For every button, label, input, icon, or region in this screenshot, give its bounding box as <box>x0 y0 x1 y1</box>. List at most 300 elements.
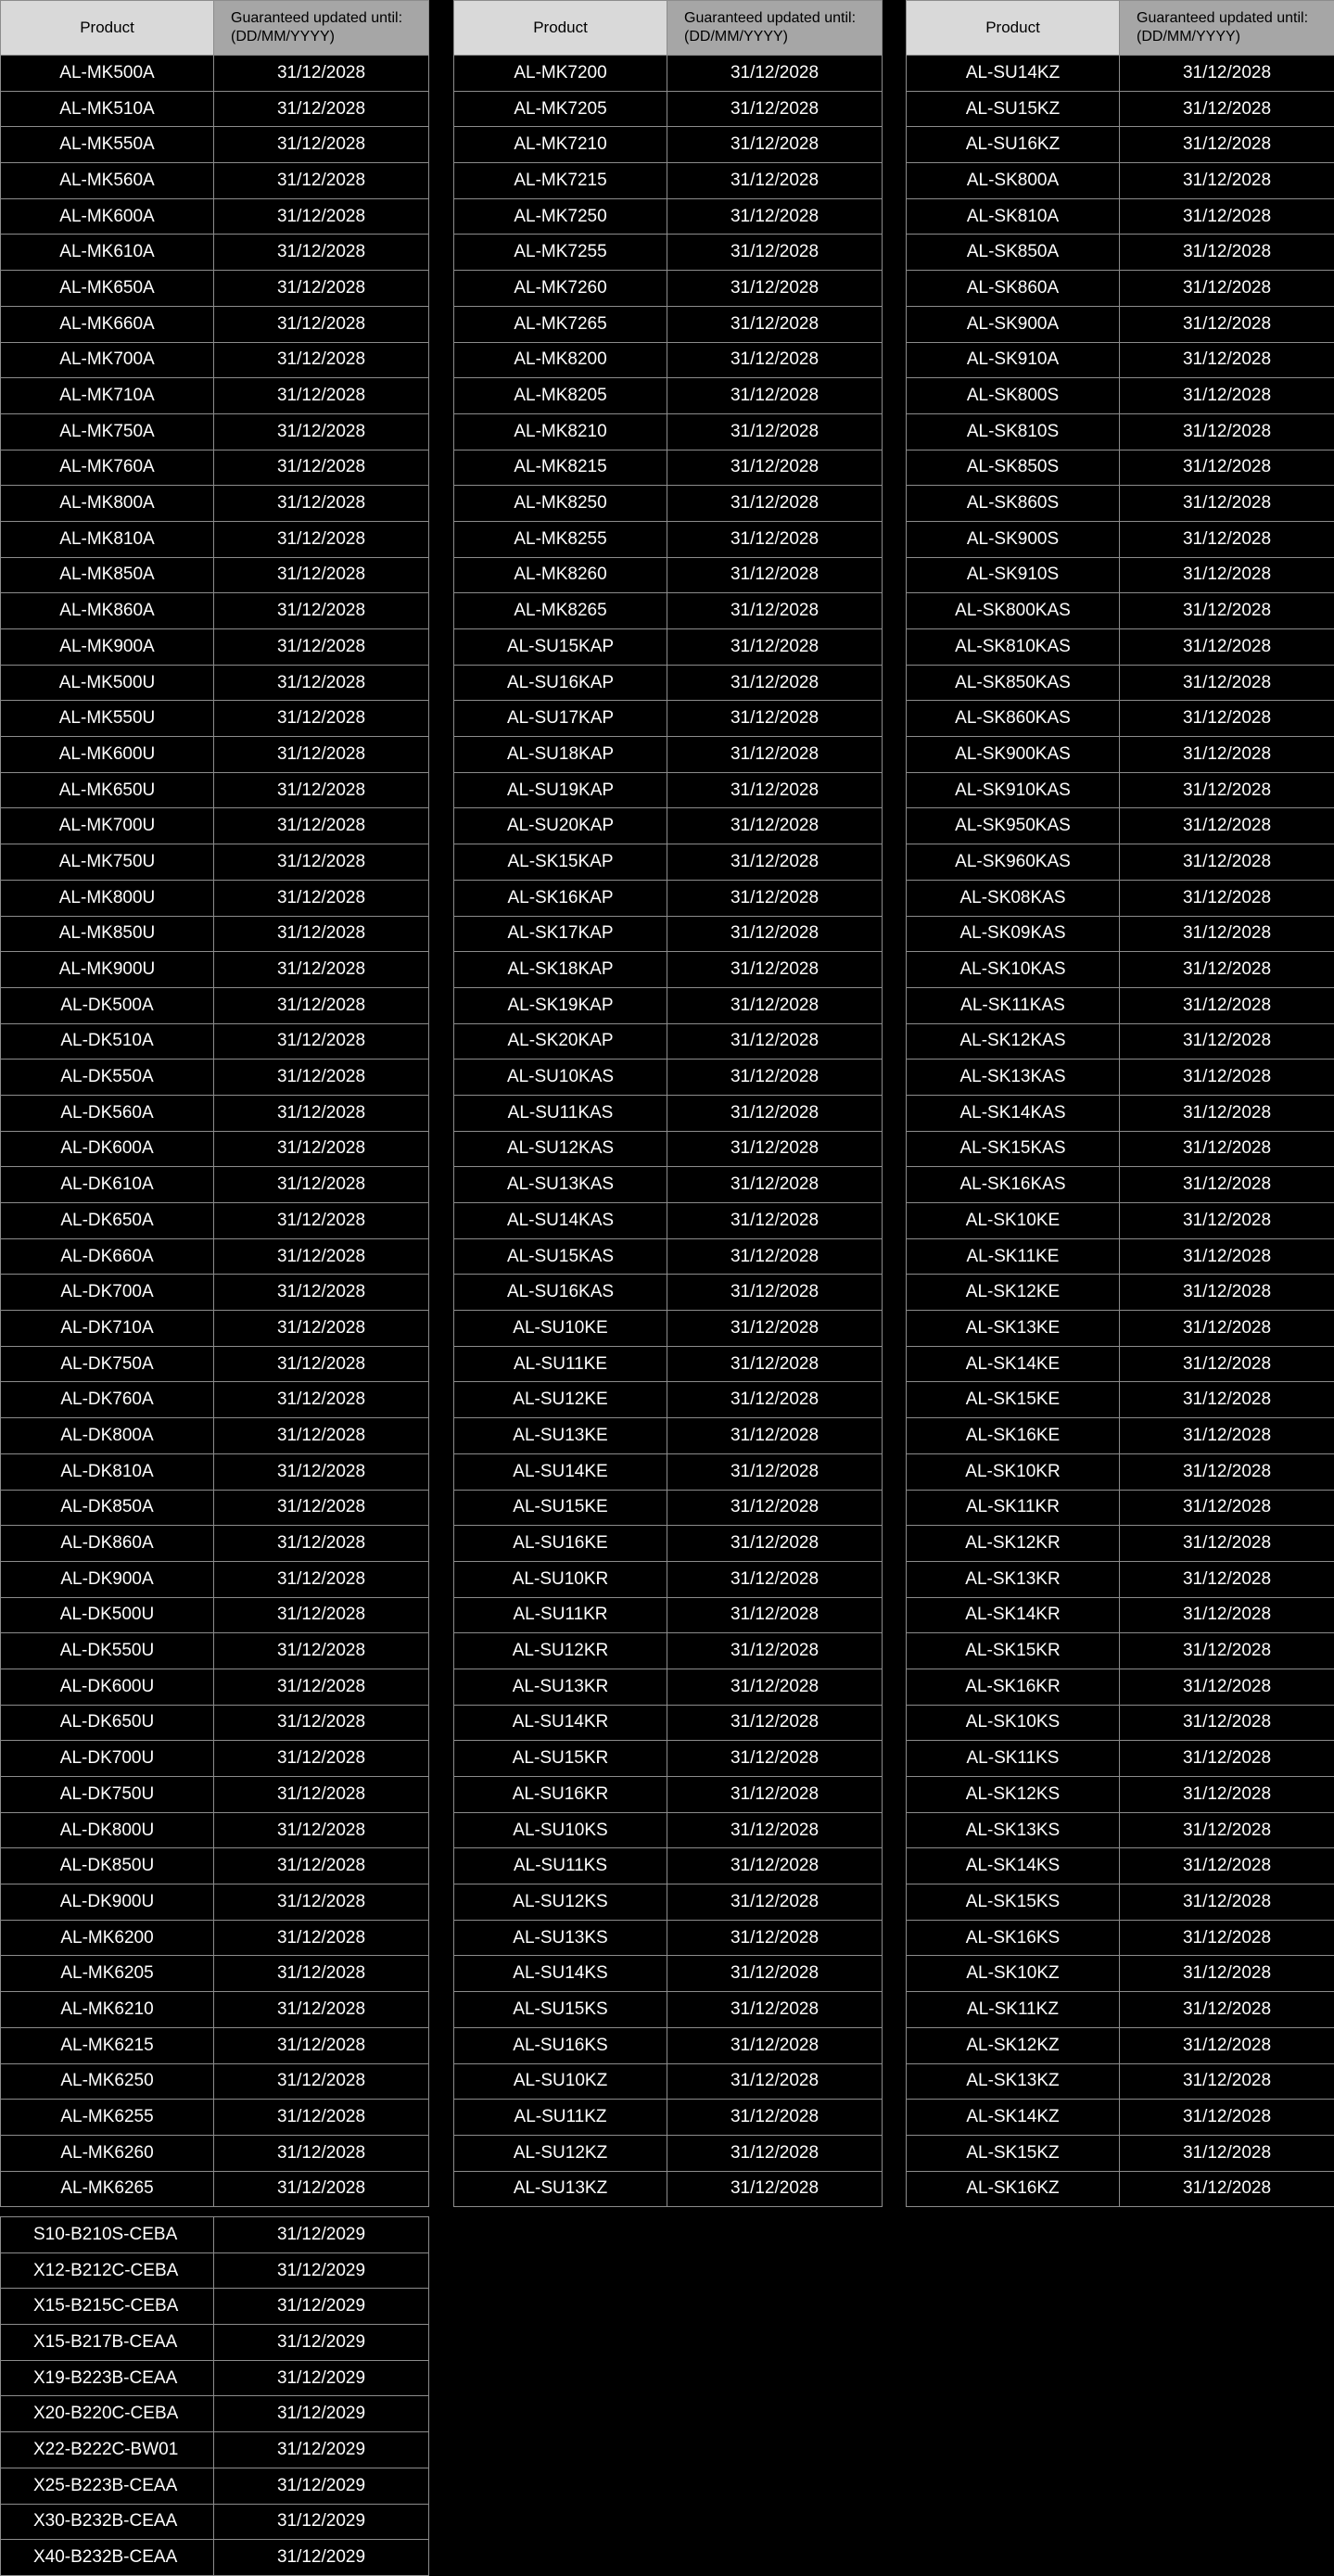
date-cell: 31/12/2028 <box>214 1705 429 1741</box>
table-row <box>454 1848 883 1884</box>
product-cell: AL-MK650A <box>1 271 214 307</box>
product-cell: AL-SK14KAS <box>907 1095 1120 1131</box>
table-row <box>454 987 883 1023</box>
product-cell: AL-SU13KE <box>454 1418 667 1454</box>
product-table-4 <box>0 2216 429 2576</box>
table-row <box>907 987 1334 1023</box>
header-guarantee-line1: Guaranteed updated until: <box>231 10 403 26</box>
table-row <box>907 306 1334 342</box>
table-row <box>454 1311 883 1347</box>
product-cell: AL-SK960KAS <box>907 844 1120 881</box>
table-row <box>907 2171 1334 2207</box>
table-row <box>1 127 429 163</box>
product-cell: AL-SK17KAP <box>454 916 667 952</box>
product-cell: AL-SK12KE <box>907 1275 1120 1311</box>
table-row <box>907 486 1334 522</box>
date-cell: 31/12/2029 <box>214 2325 429 2361</box>
product-cell: AL-MK8265 <box>454 593 667 629</box>
date-cell: 31/12/2028 <box>1120 701 1334 737</box>
product-cell: AL-MK600A <box>1 198 214 235</box>
table-row <box>454 557 883 593</box>
table-header-row <box>1 1 429 56</box>
table-row <box>1 2325 429 2361</box>
table-row <box>1 378 429 414</box>
date-cell: 31/12/2028 <box>1120 521 1334 557</box>
date-cell: 31/12/2028 <box>1120 2171 1334 2207</box>
table-row <box>1 737 429 773</box>
date-cell: 31/12/2028 <box>1120 880 1334 916</box>
date-cell: 31/12/2028 <box>1120 1453 1334 1490</box>
table-row <box>1 1275 429 1311</box>
date-cell: 31/12/2028 <box>667 271 883 307</box>
table-row <box>907 1453 1334 1490</box>
product-cell: AL-DK550A <box>1 1060 214 1096</box>
table-row <box>907 808 1334 844</box>
table-row <box>1 342 429 378</box>
table-row <box>907 1633 1334 1669</box>
product-cell: AL-SU16KAS <box>454 1275 667 1311</box>
date-cell: 31/12/2028 <box>214 1311 429 1347</box>
table-row <box>454 1741 883 1777</box>
product-cell: AL-SK09KAS <box>907 916 1120 952</box>
table-row <box>907 629 1334 666</box>
table-row <box>907 2100 1334 2136</box>
product-cell: AL-MK7215 <box>454 163 667 199</box>
product-cell: AL-SU16KR <box>454 1777 667 1813</box>
date-cell: 31/12/2028 <box>1120 1777 1334 1813</box>
product-cell: AL-SK15KZ <box>907 2135 1120 2171</box>
table-row <box>454 1884 883 1921</box>
product-cell: AL-SK15KS <box>907 1884 1120 1921</box>
table-row <box>454 271 883 307</box>
table-row <box>1 450 429 486</box>
date-cell: 31/12/2028 <box>214 1418 429 1454</box>
table-row <box>1 2217 429 2253</box>
table-row <box>454 1669 883 1705</box>
date-cell: 31/12/2028 <box>1120 1992 1334 2028</box>
product-cell: AL-MK710A <box>1 378 214 414</box>
table-row <box>454 1167 883 1203</box>
date-cell: 31/12/2029 <box>214 2504 429 2540</box>
product-cell: X12-B212C-CEBA <box>1 2252 214 2289</box>
product-cell: AL-SK14KS <box>907 1848 1120 1884</box>
table-row <box>1 1705 429 1741</box>
date-cell: 31/12/2028 <box>1120 593 1334 629</box>
table-row <box>1 1453 429 1490</box>
table-row <box>907 235 1334 271</box>
product-cell: AL-DK500A <box>1 987 214 1023</box>
date-cell: 31/12/2028 <box>214 1346 429 1382</box>
table-row <box>1 2100 429 2136</box>
table-row <box>454 1023 883 1060</box>
product-cell: AL-MK500U <box>1 665 214 701</box>
date-cell: 31/12/2028 <box>667 1992 883 2028</box>
product-cell: AL-MK8200 <box>454 342 667 378</box>
date-cell: 31/12/2028 <box>1120 1060 1334 1096</box>
table-row <box>907 521 1334 557</box>
table-row <box>1 271 429 307</box>
product-cell: AL-SK16KE <box>907 1418 1120 1454</box>
product-cell: AL-SK10KE <box>907 1203 1120 1239</box>
product-cell: AL-MK6205 <box>1 1956 214 1992</box>
date-cell: 31/12/2028 <box>1120 987 1334 1023</box>
table-row <box>907 1561 1334 1597</box>
table-row <box>1 772 429 808</box>
date-cell: 31/12/2028 <box>667 450 883 486</box>
product-cell: AL-DK560A <box>1 1095 214 1131</box>
product-cell: X15-B217B-CEAA <box>1 2325 214 2361</box>
product-table-3 <box>906 0 1334 2207</box>
date-cell: 31/12/2028 <box>667 557 883 593</box>
date-cell: 31/12/2028 <box>667 1597 883 1633</box>
date-cell: 31/12/2028 <box>214 1992 429 2028</box>
product-cell: AL-SK860KAS <box>907 701 1120 737</box>
table-row <box>1 198 429 235</box>
table-row <box>454 1060 883 1096</box>
date-cell: 31/12/2028 <box>1120 2100 1334 2136</box>
date-cell: 31/12/2028 <box>214 880 429 916</box>
table-row <box>454 1418 883 1454</box>
table-row <box>907 2027 1334 2063</box>
product-cell: AL-SU16KZ <box>907 127 1120 163</box>
table-row <box>907 450 1334 486</box>
product-cell: AL-SK810KAS <box>907 629 1120 666</box>
table-row <box>1 1633 429 1669</box>
table-row <box>454 163 883 199</box>
date-cell: 31/12/2028 <box>667 342 883 378</box>
table-row <box>1 2063 429 2100</box>
table-row <box>1 916 429 952</box>
product-cell: AL-SU14KE <box>454 1453 667 1490</box>
date-cell: 31/12/2028 <box>1120 808 1334 844</box>
product-cell: AL-SU20KAP <box>454 808 667 844</box>
product-cell: AL-DK900U <box>1 1884 214 1921</box>
date-cell: 31/12/2028 <box>214 701 429 737</box>
product-cell: AL-SU16KE <box>454 1526 667 1562</box>
table-row <box>454 916 883 952</box>
date-cell: 31/12/2028 <box>214 306 429 342</box>
table-row <box>1 2135 429 2171</box>
date-cell: 31/12/2028 <box>667 1490 883 1526</box>
table-row <box>454 1095 883 1131</box>
product-cell: AL-SK16KR <box>907 1669 1120 1705</box>
table-row <box>454 1453 883 1490</box>
date-cell: 31/12/2028 <box>667 306 883 342</box>
table-row <box>907 1490 1334 1526</box>
product-cell: AL-SU13KS <box>454 1920 667 1956</box>
date-cell: 31/12/2028 <box>667 701 883 737</box>
table-row <box>907 1597 1334 1633</box>
date-cell: 31/12/2028 <box>214 127 429 163</box>
product-cell: AL-SK15KR <box>907 1633 1120 1669</box>
table-row <box>454 808 883 844</box>
date-cell: 31/12/2028 <box>1120 378 1334 414</box>
date-cell: 31/12/2028 <box>667 1453 883 1490</box>
table-row <box>1 235 429 271</box>
product-cell: AL-SU10KAS <box>454 1060 667 1096</box>
product-cell: AL-MK6215 <box>1 2027 214 2063</box>
product-cell: AL-MK650U <box>1 772 214 808</box>
product-cell: AL-SK800KAS <box>907 593 1120 629</box>
table-row <box>454 1382 883 1418</box>
product-cell: AL-SU11KZ <box>454 2100 667 2136</box>
date-cell: 31/12/2028 <box>667 593 883 629</box>
date-cell: 31/12/2028 <box>1120 1238 1334 1275</box>
table-row <box>907 163 1334 199</box>
product-cell: AL-SU14KR <box>454 1705 667 1741</box>
product-cell: AL-SU11KE <box>454 1346 667 1382</box>
date-cell: 31/12/2028 <box>667 1023 883 1060</box>
table-row <box>454 56 883 92</box>
date-cell: 31/12/2028 <box>667 1275 883 1311</box>
product-cell: AL-DK900A <box>1 1561 214 1597</box>
table-row <box>907 593 1334 629</box>
date-cell: 31/12/2028 <box>214 2171 429 2207</box>
product-cell: AL-MK850U <box>1 916 214 952</box>
table-row <box>907 1956 1334 1992</box>
date-cell: 31/12/2028 <box>1120 1741 1334 1777</box>
table-row <box>907 737 1334 773</box>
date-cell: 31/12/2028 <box>214 916 429 952</box>
date-cell: 31/12/2028 <box>214 450 429 486</box>
date-cell: 31/12/2028 <box>1120 2027 1334 2063</box>
table-row <box>1 1490 429 1526</box>
date-cell: 31/12/2028 <box>667 1812 883 1848</box>
table-row <box>454 2027 883 2063</box>
date-cell: 31/12/2028 <box>1120 1095 1334 1131</box>
product-cell: AL-MK900A <box>1 629 214 666</box>
product-cell: AL-SK10KR <box>907 1453 1120 1490</box>
table-row <box>1 557 429 593</box>
product-cell: AL-SK08KAS <box>907 880 1120 916</box>
table-row <box>1 2360 429 2396</box>
date-cell: 31/12/2028 <box>667 198 883 235</box>
table-row <box>907 1884 1334 1921</box>
date-cell: 31/12/2028 <box>1120 1382 1334 1418</box>
product-cell: AL-MK810A <box>1 521 214 557</box>
product-cell: AL-SK15KE <box>907 1382 1120 1418</box>
table-row <box>907 1167 1334 1203</box>
product-cell: AL-SK15KAP <box>454 844 667 881</box>
product-cell: AL-SU12KE <box>454 1382 667 1418</box>
product-cell: AL-DK600U <box>1 1669 214 1705</box>
header-guarantee-line1: Guaranteed updated until: <box>1137 10 1309 26</box>
date-cell: 31/12/2028 <box>667 808 883 844</box>
product-cell: X40-B232B-CEAA <box>1 2540 214 2576</box>
date-cell: 31/12/2028 <box>1120 1275 1334 1311</box>
header-guarantee-line1: Guaranteed updated until: <box>684 10 857 26</box>
product-cell: AL-SK14KR <box>907 1597 1120 1633</box>
date-cell: 31/12/2028 <box>214 844 429 881</box>
product-cell: AL-MK8255 <box>454 521 667 557</box>
product-cell: AL-SU14KAS <box>454 1203 667 1239</box>
date-cell: 31/12/2028 <box>667 1131 883 1167</box>
product-cell: AL-SK15KAS <box>907 1131 1120 1167</box>
table-header-row <box>454 1 883 56</box>
product-cell: AL-SK910A <box>907 342 1120 378</box>
date-cell: 31/12/2028 <box>214 1023 429 1060</box>
date-cell: 31/12/2028 <box>667 1884 883 1921</box>
product-cell: AL-MK6265 <box>1 2171 214 2207</box>
product-cell: AL-MK500A <box>1 56 214 92</box>
date-cell: 31/12/2028 <box>1120 772 1334 808</box>
table-row <box>907 1992 1334 2028</box>
date-cell: 31/12/2028 <box>214 486 429 522</box>
table-row <box>454 737 883 773</box>
product-cell: AL-SK13KZ <box>907 2063 1120 2100</box>
product-cell: AL-DK850U <box>1 1848 214 1884</box>
table-row <box>1 1203 429 1239</box>
table-row <box>1 2171 429 2207</box>
table-row <box>1 593 429 629</box>
product-cell: AL-SK12KZ <box>907 2027 1120 2063</box>
table-row <box>1 2468 429 2504</box>
date-cell: 31/12/2028 <box>1120 916 1334 952</box>
table-row <box>454 91 883 127</box>
date-cell: 31/12/2028 <box>214 163 429 199</box>
table-row <box>907 271 1334 307</box>
date-cell: 31/12/2028 <box>214 1203 429 1239</box>
date-cell: 31/12/2028 <box>667 629 883 666</box>
date-cell: 31/12/2028 <box>214 593 429 629</box>
product-cell: AL-SU12KAS <box>454 1131 667 1167</box>
date-cell: 31/12/2028 <box>1120 557 1334 593</box>
table-row <box>454 198 883 235</box>
table-row <box>1 306 429 342</box>
table-row <box>1 844 429 881</box>
product-cell: AL-DK700A <box>1 1275 214 1311</box>
table-row <box>1 56 429 92</box>
table-row <box>1 665 429 701</box>
product-cell: AL-SK13KE <box>907 1311 1120 1347</box>
table-row <box>907 1777 1334 1813</box>
table-row <box>1 880 429 916</box>
product-cell: AL-DK510A <box>1 1023 214 1060</box>
product-cell: AL-MK800A <box>1 486 214 522</box>
date-cell: 31/12/2028 <box>667 1848 883 1884</box>
table-row <box>1 1992 429 2028</box>
product-cell: AL-MK8210 <box>454 413 667 450</box>
table-row <box>1 1023 429 1060</box>
date-cell: 31/12/2028 <box>667 56 883 92</box>
product-cell: AL-SU15KR <box>454 1741 667 1777</box>
product-cell: AL-SU15KS <box>454 1992 667 2028</box>
date-cell: 31/12/2028 <box>214 1884 429 1921</box>
date-cell: 31/12/2028 <box>667 737 883 773</box>
date-cell: 31/12/2028 <box>667 2135 883 2171</box>
date-cell: 31/12/2028 <box>1120 56 1334 92</box>
date-cell: 31/12/2028 <box>214 91 429 127</box>
date-cell: 31/12/2028 <box>1120 665 1334 701</box>
table-row <box>1 1597 429 1633</box>
date-cell: 31/12/2028 <box>214 1956 429 1992</box>
product-cell: AL-SU16KS <box>454 2027 667 2063</box>
date-cell: 31/12/2028 <box>214 987 429 1023</box>
date-cell: 31/12/2028 <box>1120 163 1334 199</box>
date-cell: 31/12/2028 <box>214 1275 429 1311</box>
table-row <box>907 1346 1334 1382</box>
header-product: Product <box>1 1 214 56</box>
date-cell: 31/12/2028 <box>1120 2135 1334 2171</box>
date-cell: 31/12/2028 <box>667 1167 883 1203</box>
table-row <box>907 1920 1334 1956</box>
product-cell: AL-MK8250 <box>454 486 667 522</box>
table-row <box>1 1131 429 1167</box>
date-cell: 31/12/2028 <box>214 413 429 450</box>
date-cell: 31/12/2028 <box>1120 737 1334 773</box>
product-cell: AL-SK800S <box>907 378 1120 414</box>
table-row <box>1 486 429 522</box>
table-row <box>907 1060 1334 1096</box>
date-cell: 31/12/2028 <box>667 1669 883 1705</box>
table-row <box>1 1382 429 1418</box>
product-cell: AL-SU10KE <box>454 1311 667 1347</box>
table-row <box>1 1060 429 1096</box>
date-cell: 31/12/2028 <box>667 1311 883 1347</box>
date-cell: 31/12/2028 <box>667 1203 883 1239</box>
product-cell: AL-DK700U <box>1 1741 214 1777</box>
date-cell: 31/12/2028 <box>214 1238 429 1275</box>
product-cell: AL-MK6260 <box>1 2135 214 2171</box>
product-cell: AL-MK7210 <box>454 127 667 163</box>
table-row <box>1 1561 429 1597</box>
date-cell: 31/12/2028 <box>1120 1812 1334 1848</box>
date-cell: 31/12/2028 <box>667 665 883 701</box>
date-cell: 31/12/2028 <box>1120 198 1334 235</box>
table-row <box>454 2171 883 2207</box>
product-cell: AL-DK610A <box>1 1167 214 1203</box>
table-row <box>1 1526 429 1562</box>
table-row <box>454 1705 883 1741</box>
date-cell: 31/12/2028 <box>1120 1848 1334 1884</box>
table-row <box>1 1812 429 1848</box>
date-cell: 31/12/2028 <box>214 1382 429 1418</box>
product-cell: AL-SU13KR <box>454 1669 667 1705</box>
product-cell: AL-SK950KAS <box>907 808 1120 844</box>
date-cell: 31/12/2029 <box>214 2217 429 2253</box>
table-row <box>454 844 883 881</box>
product-cell: AL-MK760A <box>1 450 214 486</box>
product-cell: AL-MK700U <box>1 808 214 844</box>
date-cell: 31/12/2029 <box>214 2360 429 2396</box>
date-cell: 31/12/2028 <box>1120 844 1334 881</box>
product-cell: AL-MK550A <box>1 127 214 163</box>
date-cell: 31/12/2028 <box>667 91 883 127</box>
table-row <box>454 1346 883 1382</box>
product-cell: AL-SU10KZ <box>454 2063 667 2100</box>
product-cell: AL-MK7260 <box>454 271 667 307</box>
table-row <box>1 413 429 450</box>
product-table-2 <box>453 0 883 2207</box>
table-row <box>1 1238 429 1275</box>
date-cell: 31/12/2028 <box>214 521 429 557</box>
date-cell: 31/12/2028 <box>214 235 429 271</box>
product-cell: AL-MK6200 <box>1 1920 214 1956</box>
date-cell: 31/12/2028 <box>667 2100 883 2136</box>
date-cell: 31/12/2028 <box>667 521 883 557</box>
table-row <box>907 1705 1334 1741</box>
table-row <box>1 1741 429 1777</box>
table-row <box>907 127 1334 163</box>
table-row <box>454 1597 883 1633</box>
table-row <box>1 2396 429 2432</box>
table-row <box>1 2432 429 2468</box>
date-cell: 31/12/2028 <box>1120 629 1334 666</box>
product-cell: AL-DK800U <box>1 1812 214 1848</box>
product-cell: AL-SK11KZ <box>907 1992 1120 2028</box>
product-cell: AL-MK8205 <box>454 378 667 414</box>
table-body <box>1 56 429 2207</box>
